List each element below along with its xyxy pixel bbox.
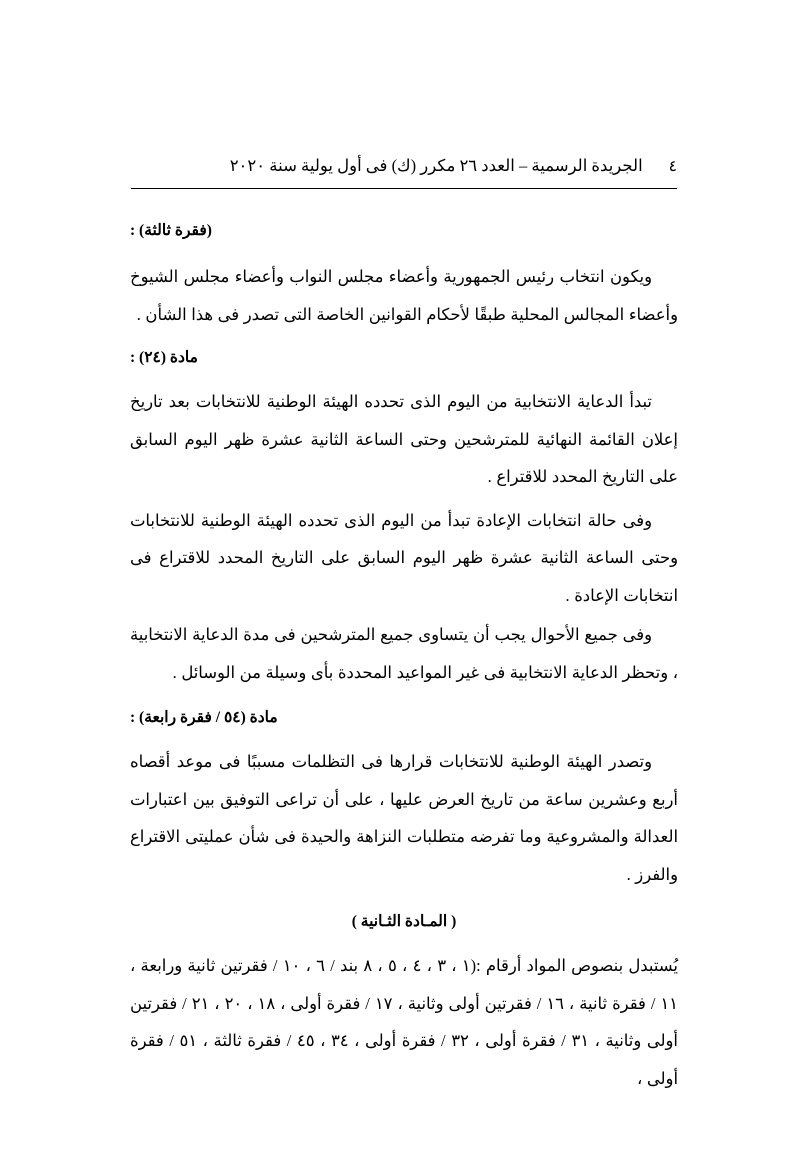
article-24-paragraph-3: وفى جميع الأحوال يجب أن يتساوى جميع المترشحين فى مدة الدعاية الانتخابية ، وتحظر الدعاية الانتخابية فى غير المواعيد المحددة بأى وسيلة من الوسائل . <box>130 625 678 682</box>
spacer <box>130 893 678 905</box>
page-number: ٤ <box>668 158 677 175</box>
second-article-paragraph: يُستبدل بنصوص المواد أرقام :(١ ، ٣ ، ٤ ، ٥ ، ٨ بند / ٦ ، ١٠ / فقرتين ثانية ورابعة ، ١١ / فقرة ثانية ، ١٦ / فقرتين أولى وثانية ، ١٧ / فقرة أولى ، ١٨ ، ٢٠ ، ٢١ / فقرتين أولى وثانية ، ٣١ / فقرة أولى ، ٣٢ / فقرة أولى ، ٣٤ ، ٤٥ / فقرة ثالثة ، ٥١ / فقرة أولى ، <box>130 956 678 1088</box>
running-head <box>132 156 677 176</box>
article-24-paragraph-2: وفى حالة انتخابات الإعادة تبدأ من اليوم الذى تحدده الهيئة الوطنية للانتخابات وحتى الساعة الثانية عشرة ظهر اليوم السابق على التاريخ المحدد للاقتراع فى انتخابات الإعادة . <box>130 510 678 605</box>
article-54-heading: مادة (٥٤ / فقرة رابعة) : <box>130 709 278 726</box>
header-rule <box>131 188 677 189</box>
spacer <box>130 333 678 341</box>
spacer <box>130 735 678 743</box>
spacer <box>130 691 678 701</box>
spacer <box>130 375 678 383</box>
article-24-heading: مادة (٢٤) : <box>130 349 198 366</box>
text-column <box>130 214 678 1097</box>
article-24-paragraph-1: تبدأ الدعاية الانتخابية من اليوم الذى تحدده الهيئة الوطنية للانتخابات بعد تاريخ إعلان القائمة النهائية للمترشحين وحتى الساعة الثانية عشرة ظهر اليوم السابق على التاريخ المحدد للاقتراع . <box>130 392 678 486</box>
spacer <box>130 248 678 258</box>
clause-third-paragraph: ويكون انتخاب رئيس الجمهورية وأعضاء مجلس النواب وأعضاء مجلس الشيوخ وأعضاء المجالس المحلية طبقًا لأحكام القوانين الخاصة التى تصدر فى هذا الشأن . <box>130 267 678 324</box>
spacer <box>130 939 678 947</box>
second-article-heading: ( المـادة الثـانية ) <box>351 913 457 930</box>
clause-third-heading: (فقرة ثالثة) : <box>130 222 212 239</box>
running-head-text: الجريدة الرسمية – العدد ٢٦ مكرر (ك) فى أول يولية سنة ٢٠٢٠ <box>229 156 643 175</box>
article-54-paragraph: وتصدر الهيئة الوطنية للانتخابات قرارها فى التظلمات مسببًا فى موعد أقصاه أربع وعشرين ساعة من تاريخ العرض عليها ، على أن تراعى التوفيق بين اعتبارات العدالة والمشروعية وما تفرضه متطلبات النزاهة والحيدة فى شأن عمليتى الاقتراع والفرز . <box>130 752 678 884</box>
